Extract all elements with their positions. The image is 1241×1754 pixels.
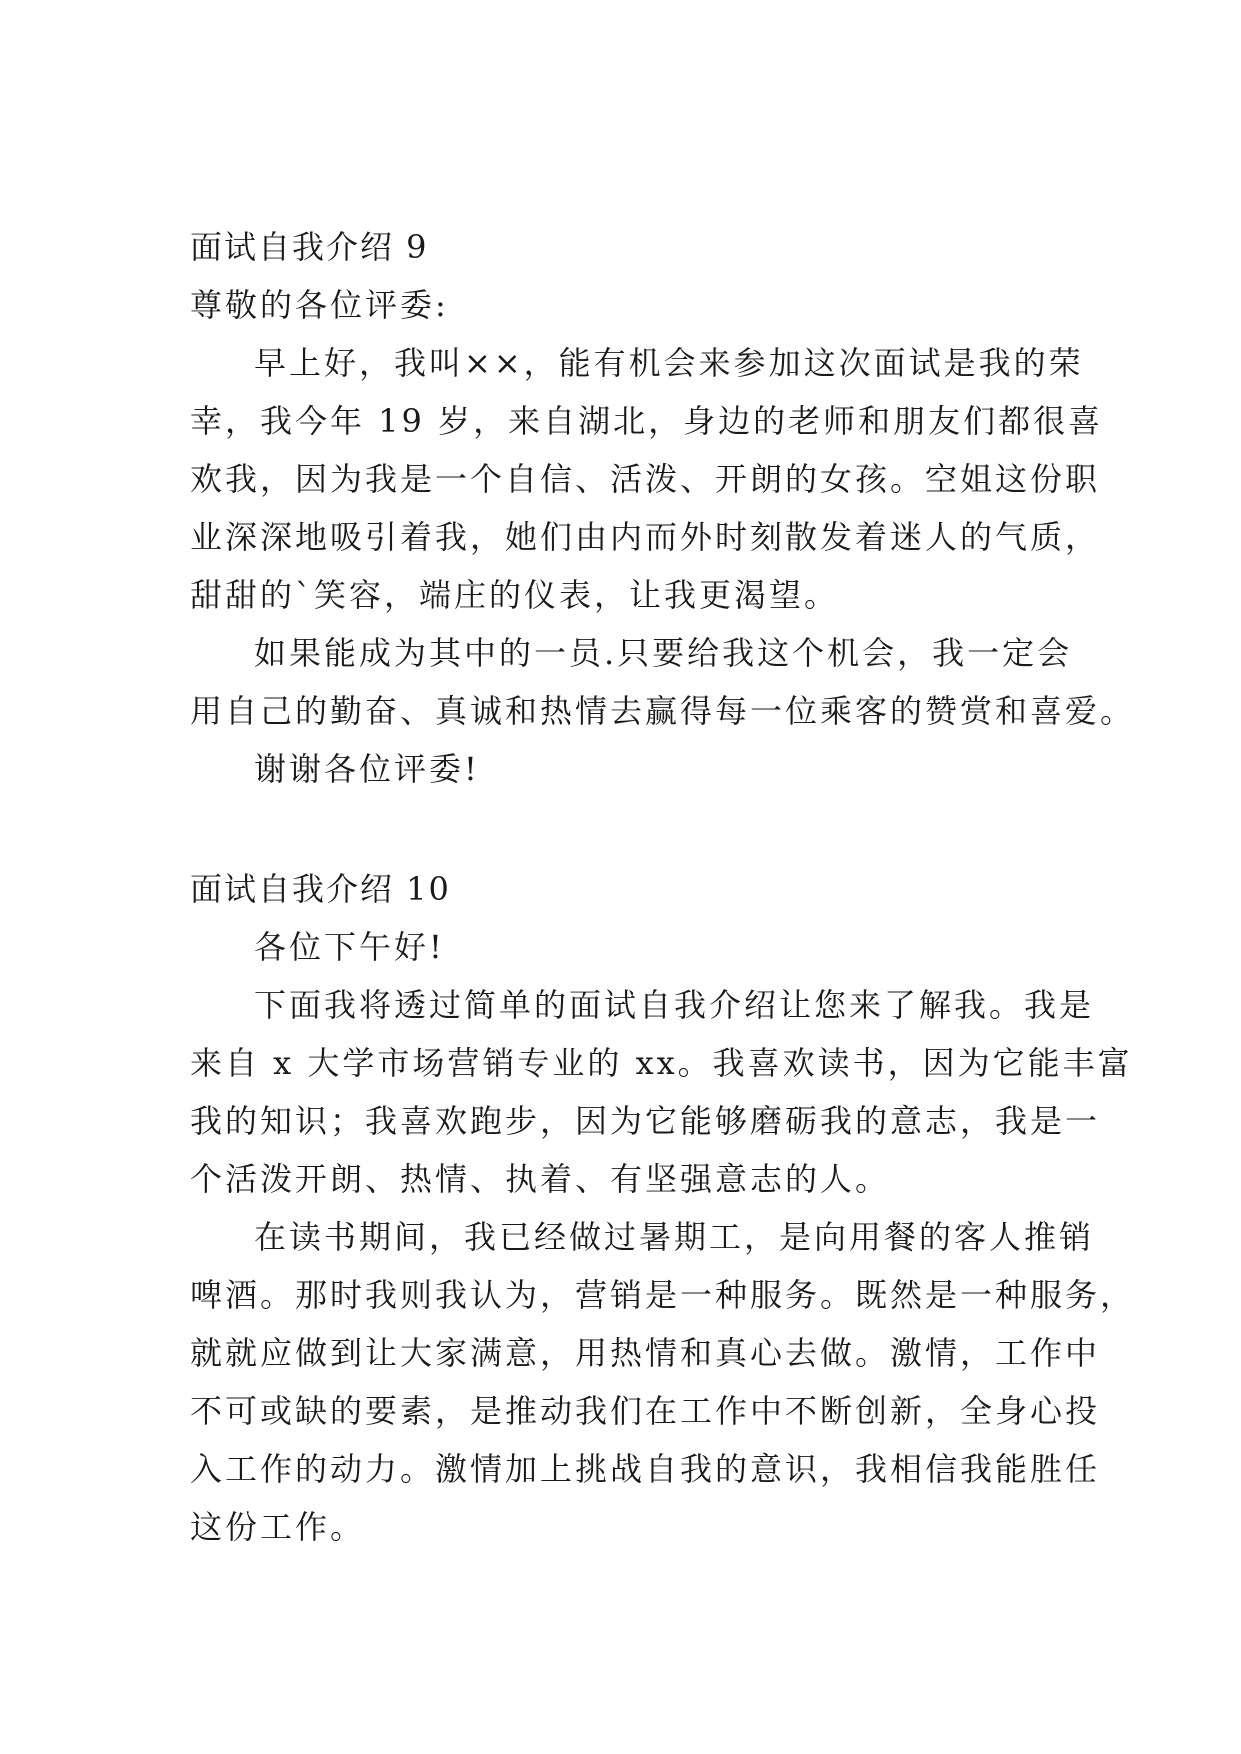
paragraph <box>190 334 1104 624</box>
paragraph-line: 入工作的动力。激情加上挑战自我的意识，我相信我能胜任 <box>190 1450 1101 1488</box>
paragraph-line: 个活泼开朗、热情、执着、有坚强意志的人。 <box>190 1160 891 1198</box>
paragraph-line: 幸，我今年 19 岁，来自湖北，身边的老师和朋友们都很喜 <box>190 402 1104 440</box>
paragraph <box>190 1208 1136 1556</box>
greeting: 各位下午好! <box>254 928 445 966</box>
paragraph-line: 不可或缺的要素，是推动我们在工作中不断创新，全身心投 <box>190 1392 1101 1430</box>
section-intro-10 <box>190 860 1136 1556</box>
paragraph-line: 这份工作。 <box>190 1508 366 1546</box>
section-title: 面试自我介绍 9 <box>190 228 429 266</box>
paragraph <box>190 976 1133 1208</box>
paragraph-line: 如果能成为其中的一员.只要给我这个机会，我一定会 <box>254 634 1073 672</box>
paragraph <box>190 624 1136 740</box>
closing-line: 谢谢各位评委! <box>254 750 480 788</box>
paragraph-line: 就就应做到让大家满意，用热情和真心去做。激情，工作中 <box>190 1334 1101 1372</box>
paragraph-line: 早上好，我叫××，能有机会来参加这次面试是我的荣 <box>254 344 1084 382</box>
paragraph-line: 来自 x 大学市场营销专业的 xx。我喜欢读书，因为它能丰富 <box>190 1044 1133 1082</box>
paragraph-line: 甜甜的`笑容，端庄的仪表，让我更渴望。 <box>190 576 840 614</box>
paragraph-line: 啤酒。那时我则我认为，营销是一种服务。既然是一种服务， <box>190 1276 1136 1314</box>
greeting: 尊敬的各位评委: <box>190 286 449 324</box>
paragraph-line: 下面我将透过简单的面试自我介绍让您来了解我。我是 <box>254 986 1095 1024</box>
paragraph-line: 业深深地吸引着我，她们由内而外时刻散发着迷人的气质， <box>190 518 1101 556</box>
paragraph-line: 在读书期间，我已经做过暑期工，是向用餐的客人推销 <box>254 1218 1095 1256</box>
document-body <box>190 218 1136 1556</box>
paragraph-line: 欢我，因为我是一个自信、活泼、开朗的女孩。空姐这份职 <box>190 460 1101 498</box>
paragraph-line: 用自己的勤奋、真诚和热情去赢得每一位乘客的赞赏和喜爱。 <box>190 692 1136 730</box>
section-intro-9 <box>190 218 1136 798</box>
paragraph-line: 我的知识；我喜欢跑步，因为它能够磨砺我的意志，我是一 <box>190 1102 1101 1140</box>
section-spacer <box>190 798 1050 860</box>
section-title: 面试自我介绍 10 <box>190 870 451 908</box>
